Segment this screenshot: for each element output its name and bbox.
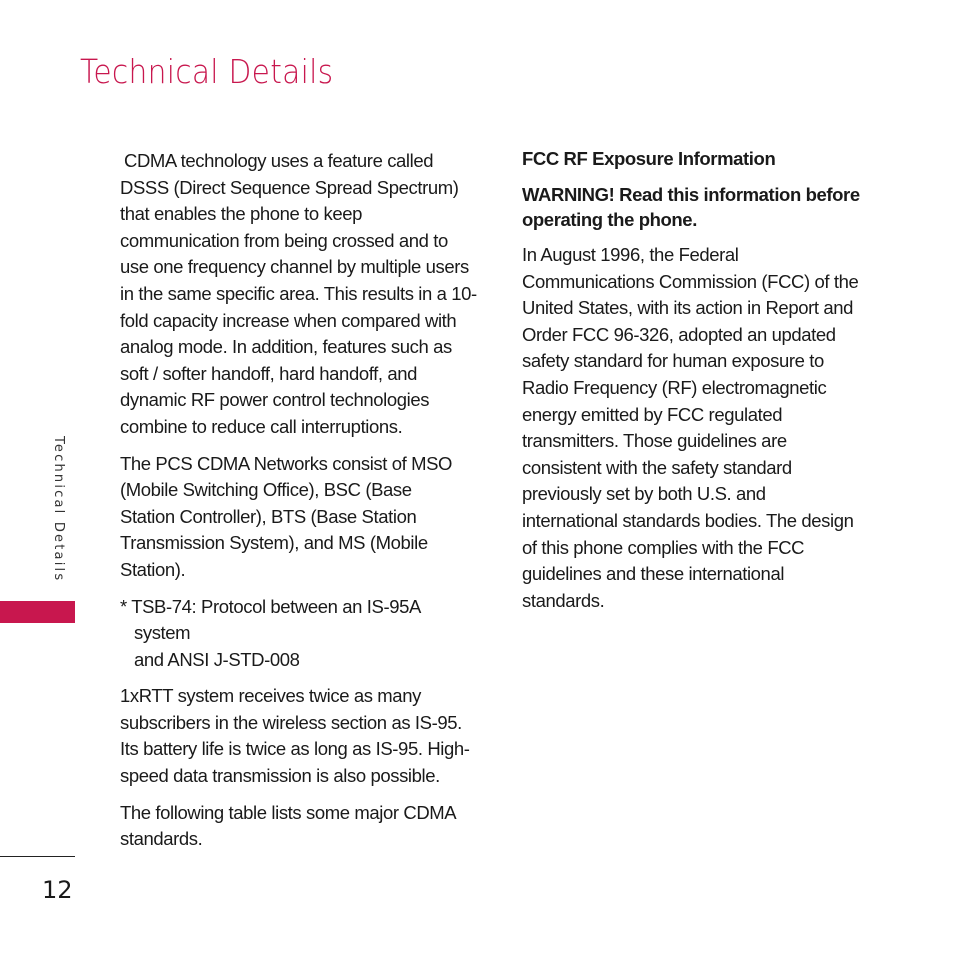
tsb-74-note: * TSB-74: Protocol between an IS-95A system and ANSI J-STD-008 xyxy=(120,595,420,670)
warning-text: WARNING! Read this information before operating the phone. xyxy=(522,184,860,230)
side-tab-label: Technical Details xyxy=(51,436,66,583)
1xrtt-paragraph: 1xRTT system receives twice as many subscribers in the wireless section as IS-95. Its battery life is twice as long as IS-95. High- speed data transmission is also possible. xyxy=(120,685,470,787)
footer-divider xyxy=(0,856,75,857)
pcs-cdma-networks-paragraph: The PCS CDMA Networks consist of MSO (Mobile Switching Office), BSC (Base Station Controller), BTS (Base Station Transmission System), and MS (Mobile Station). xyxy=(120,452,453,580)
cdma-technology-paragraph: CDMA technology uses a feature called DSSS (Direct Sequence Spread Spectrum) that enables the phone to keep communication from being crossed and to use one frequency channel by multiple users in the same specific area. This results in a 10- fold capacity increase when compared with analog mode. In addition, features such as soft / softer handoff, hard handoff, and dynamic RF power control technologies combine to reduce call interruptions. xyxy=(120,150,477,437)
left-column xyxy=(120,148,480,863)
fcc-rf-exposure-heading: FCC RF Exposure Information xyxy=(522,148,776,169)
page-title: Technical Details xyxy=(80,52,334,91)
cdma-standards-intro: The following table lists some major CDMA standards. xyxy=(120,801,457,850)
fcc-paragraph: In August 1996, the Federal Communications Commission (FCC) of the United States, with its action in Report and Order FCC 96-326, adopted an updated safety standard for human exposure to Radio Frequency (RF) electromagnetic energy emitted by FCC regulated transmitters. Those guidelines are consistent with the safety standard previously set by both U.S. and international standards bodies. The design of this phone complies with the FCC guidelines and these international standards. xyxy=(522,244,859,611)
right-column xyxy=(522,146,882,624)
page-number: 12 xyxy=(42,876,73,904)
side-tab-marker xyxy=(0,601,75,623)
